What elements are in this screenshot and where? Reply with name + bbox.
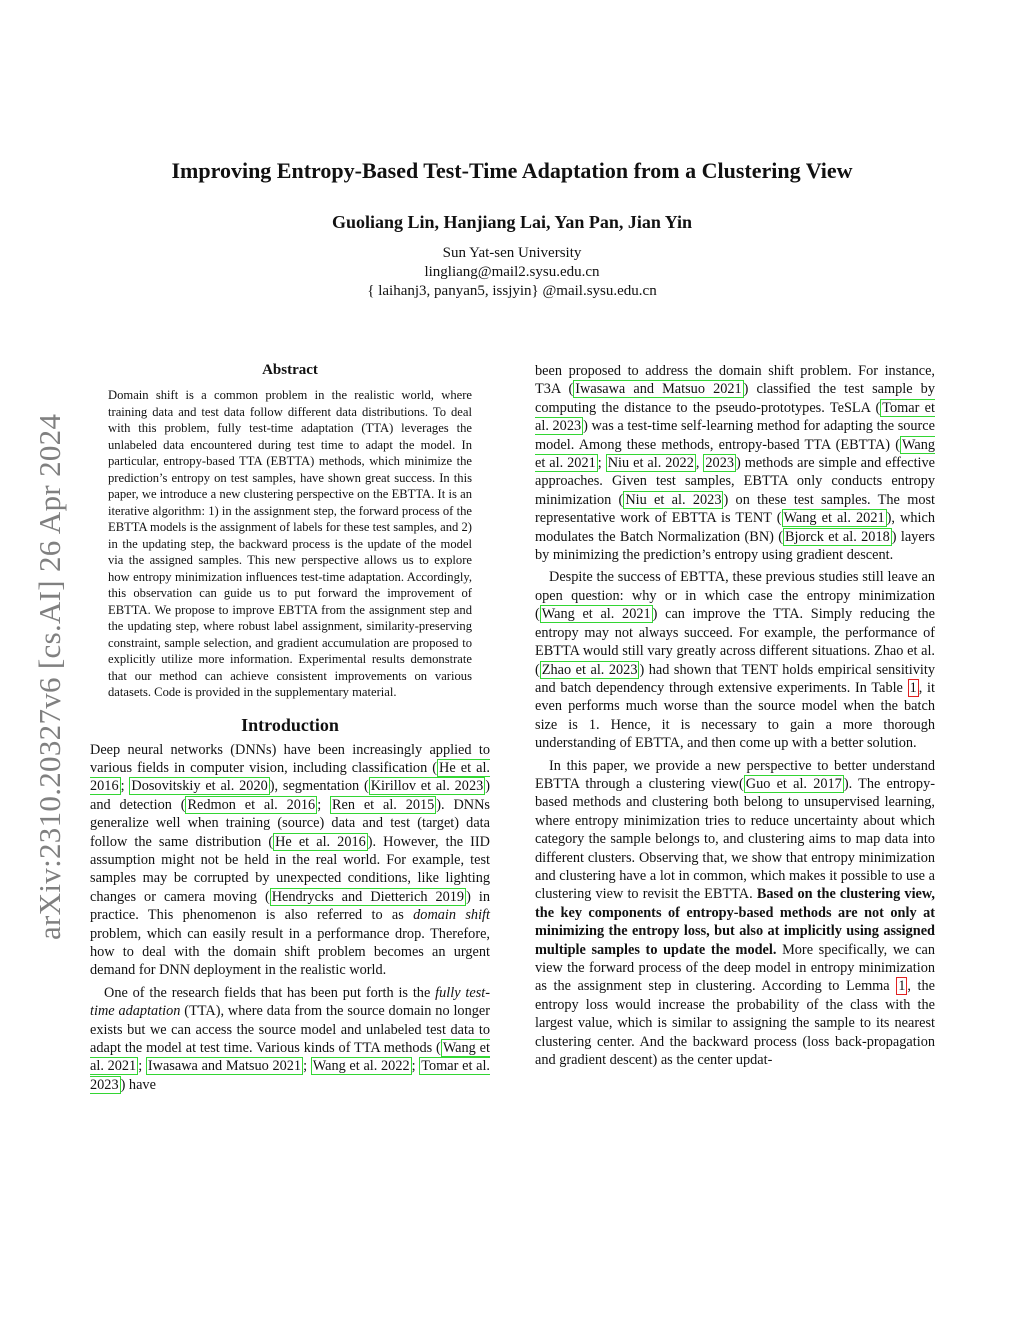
citation-link[interactable]: Wang et al. 2022 [312, 1058, 410, 1075]
citation-link[interactable]: Zhao et al. 2023 [541, 661, 638, 678]
table-reference-link[interactable]: 1 [909, 679, 917, 696]
citation-link[interactable]: He et al. 2016 [275, 833, 366, 850]
citation-link[interactable]: Tomar et al. 2023 [535, 399, 935, 435]
citation-link[interactable]: Bjorck et al. 2018 [785, 528, 890, 545]
intro-paragraph-4: Despite the success of EBTTA, these previous studies still leave an open question: why or in which case the entropy minimization ( Wang et al. 2021 ) can improve the TTA. Simply reducing the entropy may not always succeed. For example, the performance of EBTTA would still vary greatly across different situations. Zhao et al. ( Zhao et al. 2023 ) had shown that TENT holds empirical sensitivity and batch dependency through extensive experiments. In Table 1 , it even performs much worse than the source model when the batch size is 1. Hence, it is necessary to gain a more thorough understanding of EBTTA, and then come up with a better solution. [535, 569, 935, 752]
author-list: Guoliang Lin, Hanjiang Lai, Yan Pan, Jian Yin [331, 212, 693, 232]
citation-link[interactable]: Iwasawa and Matsuo 2021 [575, 381, 742, 398]
abstract-heading: Abstract [262, 362, 318, 378]
introduction-heading: Introduction [241, 714, 339, 735]
citation-link[interactable]: Kirillov et al. 2023 [370, 778, 484, 795]
right-column [535, 362, 935, 1069]
author-email[interactable]: lingliang@mail2.sysu.edu.cn [424, 264, 600, 280]
citation-link[interactable]: 2023 [705, 455, 734, 472]
citation-link[interactable]: Wang et al. 2021 [535, 436, 935, 472]
paper-title: Improving Entropy-Based Test-Time Adaptation from a Clustering View [171, 158, 853, 183]
intro-paragraph-3: been proposed to address the domain shift problem. For instance, T3A ( Iwasawa and Matsuo 2021 ) classified the test sample by computing the distance to the pseudo-prototypes. TeSLA ( Tomar et al. 2023 ) was a test-time self-learning method for adapting the source model. Among these methods, entropy-based TTA (EBTTA) ( Wang et al. 2021 ; Niu et al. 2022 , 2023 ) methods are simple and effective approaches. Given test samples, EBTTA only conducts entropy minimization ( Niu et al. 2023 ) on these test samples. The most representative work of EBTTA is TENT ( Wang et al. 2021 ), which modulates the Batch Normalization (BN) ( Bjorck et al. 2018 ) layers by minimizing the prediction’s entropy using gradient descent. [535, 363, 936, 564]
citation-link[interactable]: Wang et al. 2021 [541, 606, 651, 623]
key-claim-bold: Based on the clustering view, the key components of entropy-based methods are not only at minimizing the entropy loss, but also at implicitly using assigned multiple samples to update the model. [535, 886, 935, 958]
citation-link[interactable]: He et al. 2016 [90, 759, 491, 795]
intro-paragraph-1: Deep neural networks (DNNs) have been increasingly applied to various fields in computer vision, including classification ( He et al. 2016 ; Dosovitskiy et al. 2020 ), segmentation ( Kirillov et al. 2023 ) and detection ( Redmon et al. 2016 ; Ren et al. 2015 ). DNNs generalize well when training (source) data and test (target) data follow the same distribution ( He et al. 2016 ). However, the IID assumption might not be held in the real world. For example, test samples may be corrupted by unexpected conditions, like lighting changes or camera moving ( Hendrycks and Dietterich 2019 ) in practice. This phenomenon is also referred to as domain shift problem, which can easily result in a performance drop. Therefore, how to deal with the domain shift problem becomes an urgent demand for DNN deployment in the realistic world. [90, 741, 491, 979]
citation-link[interactable]: Iwasawa and Matsuo 2021 [147, 1058, 302, 1075]
citation-link[interactable]: Niu et al. 2022 [607, 455, 694, 472]
lemma-reference-link[interactable]: 1 [898, 978, 906, 995]
citation-link[interactable]: Hendrycks and Dietterich 2019 [271, 888, 465, 905]
left-column [90, 362, 490, 1094]
citation-link[interactable]: Tomar et al. 2023 [90, 1058, 491, 1093]
institution: Sun Yat-sen University [442, 245, 582, 261]
abstract-text: Domain shift is a common problem in the realistic world, where training data and test data follow different data distributions. To deal with this problem, fully test-time adaptation (TTA) leverages the unlabeled data encountered during test time to adapt the model. In particular, entropy-based TTA (EBTTA) methods, which minimize the prediction’s entropy on test samples, have shown great success. In this paper, we introduce a new clustering perspective on the EBTTA. It is an iterative algorithm: 1) in the assignment step, the forward process of the EBTTA models is the assignment of labels for these test samples, and 2) in the updating step, the backward process is the update of the model via the assigned samples. This new perspective allows us to explore how entropy minimization influences test-time adaptation. Accordingly, this observation can guide us to put forward the improvement of EBTTA. We propose to improve EBTTA from the assignment step and the updating step, where robust label assignment, similarity-preserving constraint, sample selection, and gradient accumulation are proposed to explicitly utilize more information. Experimental results demonstrate that our method can achieve consistent improvements on various datasets. Code is provided in the supplementary material. [108, 388, 472, 699]
citation-link[interactable]: Niu et al. 2023 [625, 491, 722, 508]
affiliation-block [0, 244, 1024, 301]
citation-link[interactable]: Wang et al. 2021 [783, 510, 885, 527]
arxiv-identifier: arXiv:2310.20327v6 [cs.AI] 26 Apr 2024 [32, 413, 67, 940]
citation-link[interactable]: Wang et al. 2021 [90, 1040, 490, 1075]
citation-link[interactable]: Ren et al. 2015 [331, 796, 435, 813]
intro-paragraph-2: One of the research fields that has been put forth is the fully test-time adaptation (TTA), where data from the source domain no longer exists but we can access the source model and unlabeled test data to adapt the model at test time. Various kinds of TTA methods ( Wang et al. 2021 ; Iwasawa and Matsuo 2021 ; Wang et al. 2022 ; Tomar et al. 2023 ) have [90, 984, 491, 1093]
citation-link[interactable]: Redmon et al. 2016 [187, 796, 316, 813]
group-email[interactable]: { laihanj3, panyan5, issjyin} @mail.sysu.edu.cn [367, 283, 657, 299]
citation-link[interactable]: Guo et al. 2017 [745, 775, 842, 792]
citation-link[interactable]: Dosovitskiy et al. 2020 [131, 778, 268, 795]
intro-paragraph-5: In this paper, we provide a new perspective to better understand EBTTA through a clustering view( Guo et al. 2017 ). The entropy-based methods and clustering both belong to unsupervised learning, where entropy minimization tries to reduce uncertainty about which category the sample belongs to, and clustering aims to map data into different clusters. Observing that, we show that entropy minimization and clustering have a lot in common, which makes it possible to use a clustering view to revisit the EBTTA. Based on the clustering view, the key components of entropy-based methods are not only at minimizing the entropy loss, but also at implicitly using assigned multiple samples to update the model. More specifically, we can view the forward process of the deep model in entropy minimization as the assignment step in clustering. According to Lemma 1 , the entropy loss would increase the probability of the class with the largest value, which is similar to assigning the sample to its nearest clustering center. And the backward process (loss back-propagation and gradient descent) as the center updat- [535, 757, 935, 1069]
